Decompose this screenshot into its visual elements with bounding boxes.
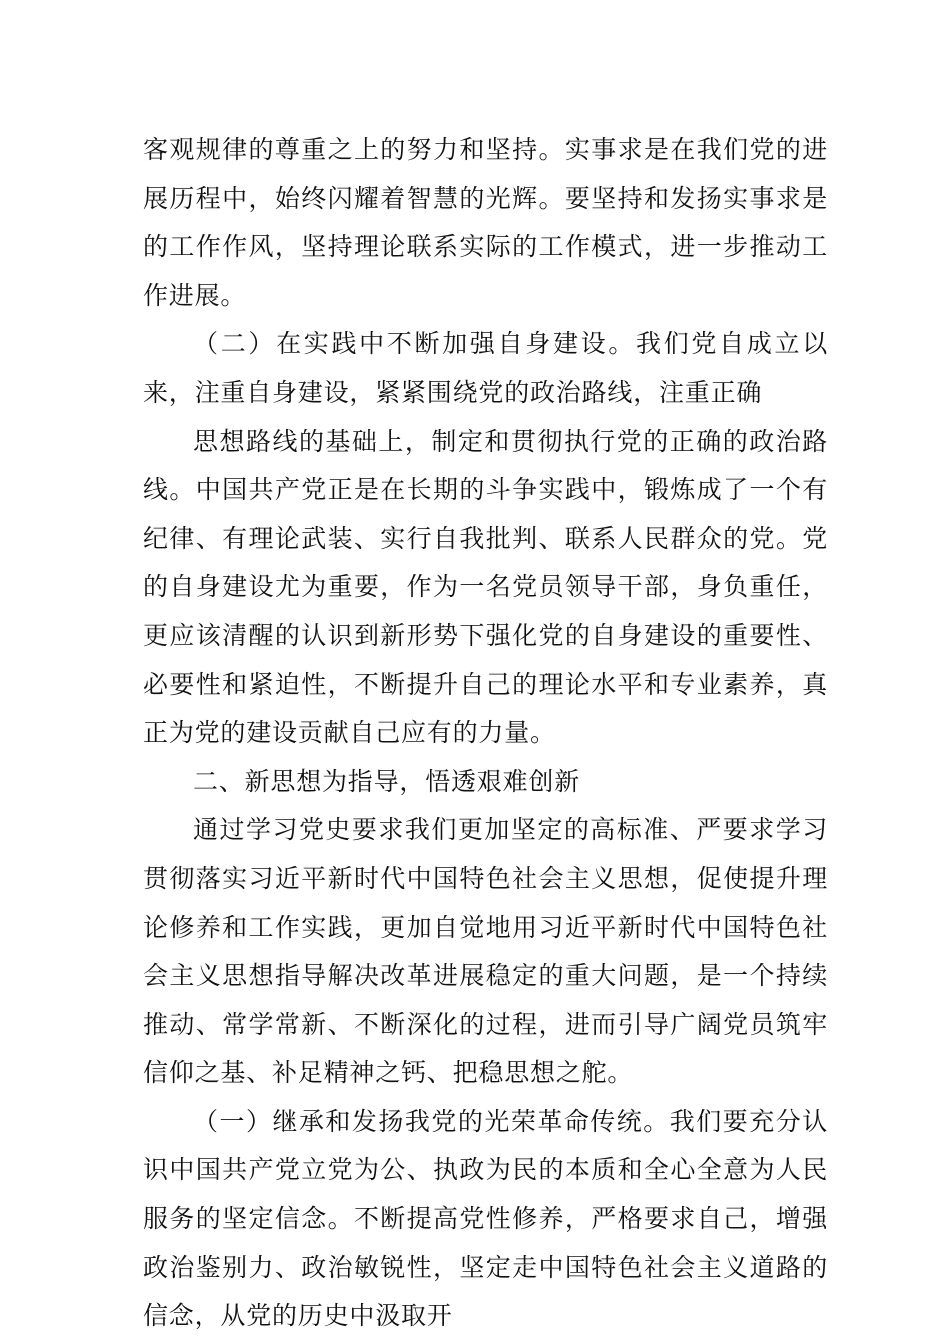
document-body — [143, 126, 828, 1341]
paragraph-6: （一）继承和发扬我党的光荣革命传统。我们要充分认识中国共产党立党为公、执政为民的本质和全心全意为人民服务的坚定信念。不断提高党性修养，严格要求自己，增强政治鉴别力、政治敏锐性，坚定走中国特色社会主义道路的信念，从党的历史中汲取开 — [143, 1106, 828, 1331]
paragraph-2: （二）在实践中不断加强自身建设。我们党自成立以来，注重自身建设，紧紧围绕党的政治路线，注重正确 — [143, 329, 828, 407]
paragraph-5: 通过学习党史要求我们更加坚定的高标准、严要求学习贯彻落实习近平新时代中国特色社会主义思想，促使提升理论修养和工作实践，更加自觉地用习近平新时代中国特色社会主义思想指导解决改革进展稳定的重大问题，是一个持续推动、常学常新、不断深化的过程，进而引导广阔党员筑牢信仰之基、补足精神之钙、把稳思想之舵。 — [143, 815, 828, 1088]
paragraph-3: 思想路线的基础上，制定和贯彻执行党的正确的政治路线。中国共产党正是在长期的斗争实践中，锻炼成了一个有纪律、有理论武装、实行自我批判、联系人民群众的党。党的自身建设尤为重要，作为一名党员领导干部，身负重任，更应该清醒的认识到新形势下强化党的自身建设的重要性、必要性和紧迫性，不断提升自己的理论水平和专业素养，真正为党的建设贡献自己应有的力量。 — [143, 426, 828, 748]
section-heading: 二、新思想为指导，悟透艰难创新 — [193, 766, 581, 796]
paragraph-1: 客观规律的尊重之上的努力和坚持。实事求是在我们党的进展历程中，始终闪耀着智慧的光辉。要坚持和发扬实事求是的工作作风，坚持理论联系实际的工作模式，进一步推动工作进展。 — [143, 135, 828, 310]
